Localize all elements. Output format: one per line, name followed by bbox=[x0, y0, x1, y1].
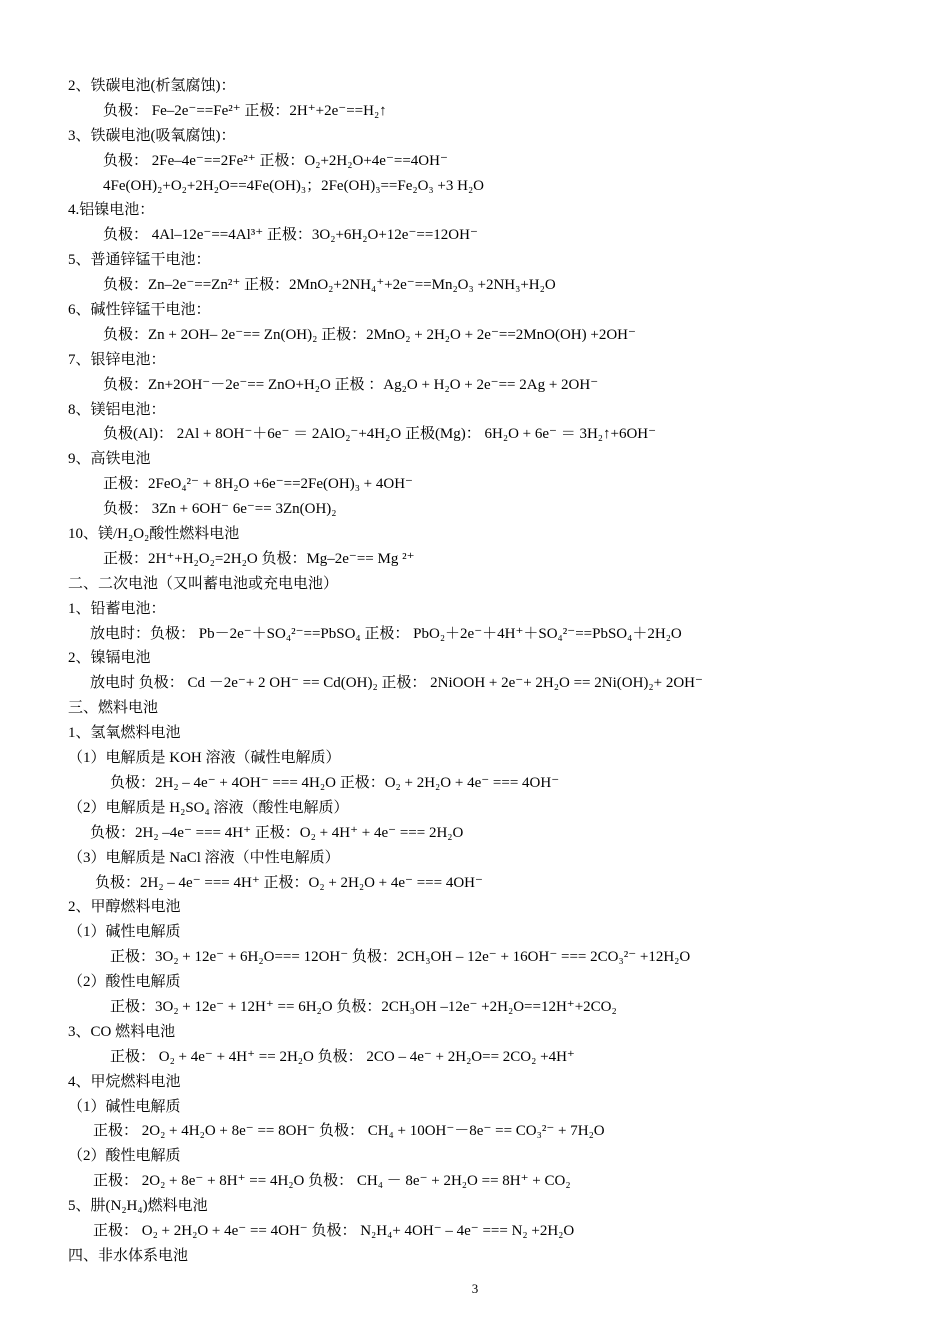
text-line: 2、甲醇燃料电池 bbox=[68, 899, 181, 916]
text-line: （1）电解质是 KOH 溶液（碱性电解质） bbox=[68, 750, 341, 767]
text-line: 三、燃料电池 bbox=[68, 700, 159, 717]
text-line: 正极：3O₂ + 12e⁻ + 6H₂O=== 12OH⁻ 负极：2CH₃OH – 12e⁻ + 16OH⁻ === 2CO₃²⁻ +12H₂O bbox=[110, 949, 691, 966]
text-line: 8、镁铝电池： bbox=[68, 401, 166, 418]
text-line: 负极(Al)： 2Al + 8OH⁻＋6e⁻ ＝ 2AlO₂⁻+4H₂O 正极(Mg)： 6H₂O + 6e⁻ ＝ 3H₂↑+6OH⁻ bbox=[103, 426, 657, 443]
text-line: 正极： 2O₂ + 4H₂O + 8e⁻ == 8OH⁻ 负极： CH₄ + 10OH⁻－8e⁻ == CO₃²⁻ + 7H₂O bbox=[93, 1123, 605, 1140]
text-line: （2）酸性电解质 bbox=[68, 974, 181, 991]
text-line: 负极：Zn+2OH⁻－2e⁻== ZnO+H₂O 正极 ：Ag₂O + H₂O + 2e⁻== 2Ag + 2OH⁻ bbox=[103, 376, 599, 393]
text-line: 10、镁/H₂O₂酸性燃料电池 bbox=[68, 526, 240, 543]
text-line: 4、甲烷燃料电池 bbox=[68, 1073, 181, 1090]
text-line: 正极：2H⁺+H₂O₂=2H₂O 负极：Mg–2e⁻== Mg ²⁺ bbox=[103, 550, 415, 567]
text-line: 放电时 负极： Cd －2e⁻+ 2 OH⁻ == Cd(OH)₂ 正极： 2NiOOH + 2e⁻+ 2H₂O == 2Ni(OH)₂+ 2OH⁻ bbox=[90, 675, 703, 692]
text-line: 正极： 2O₂ + 8e⁻ + 8H⁺ == 4H₂O 负极： CH₄ － 8e⁻ + 2H₂O == 8H⁺ + CO₂ bbox=[93, 1173, 571, 1190]
text-line: （3）电解质是 NaCl 溶液（中性电解质） bbox=[68, 849, 340, 866]
text-line: 负极：Zn–2e⁻==Zn²⁺ 正极：2MnO₂+2NH₄⁺+2e⁻==Mn₂O₃ +2NH₃+H₂O bbox=[103, 277, 556, 294]
text-line: （2）电解质是 H₂SO₄ 溶液（酸性电解质） bbox=[68, 799, 349, 816]
text-line: 3、铁碳电池(吸氧腐蚀)： bbox=[68, 127, 236, 144]
text-line: 5、肼(N₂H₄)燃料电池 bbox=[68, 1198, 208, 1215]
text-line: 负极： 2Fe–4e⁻==2Fe²⁺ 正极：O₂+2H₂O+4e⁻==4OH⁻ bbox=[103, 152, 448, 169]
text-line: 5、普通锌锰干电池： bbox=[68, 252, 211, 269]
text-line: 9、高铁电池 bbox=[68, 451, 151, 468]
text-line: 负极： 3Zn + 6OH⁻ 6e⁻== 3Zn(OH)₂ bbox=[103, 501, 337, 518]
text-line: 负极： 4Al–12e⁻==4Al³⁺ 正极：3O₂+6H₂O+12e⁻==12OH⁻ bbox=[103, 227, 478, 244]
text-line: 负极：2H₂ – 4e⁻ === 4H⁺ 正极：O₂ + 2H₂O + 4e⁻ === 4OH⁻ bbox=[95, 874, 483, 891]
text-line: 负极：2H₂ –4e⁻ === 4H⁺ 正极：O₂ + 4H⁺ + 4e⁻ === 2H₂O bbox=[90, 824, 464, 841]
text-line: 正极：2FeO₄²⁻ + 8H₂O +6e⁻==2Fe(OH)₃ + 4OH⁻ bbox=[103, 476, 413, 493]
page-number: 3 bbox=[471, 1281, 479, 1296]
text-line: 负极： Fe–2e⁻==Fe²⁺ 正极：2H⁺+2e⁻==H₂↑ bbox=[103, 102, 387, 119]
text-line: 4.铝镍电池： bbox=[68, 202, 155, 219]
text-line: 1、氢氧燃料电池 bbox=[68, 725, 181, 742]
text-line: 2、镍镉电池 bbox=[68, 650, 151, 667]
text-line: 6、碱性锌锰干电池： bbox=[68, 302, 211, 319]
text-line: （1）碱性电解质 bbox=[68, 1098, 181, 1115]
text-line: 放电时：负极： Pb－2e⁻＋SO₄²⁻==PbSO₄ 正极： PbO₂＋2e⁻＋4H⁺＋SO₄²⁻==PbSO₄＋2H₂O bbox=[90, 625, 682, 642]
text-line: 3、CO 燃料电池 bbox=[68, 1023, 176, 1040]
text-line: 二、二次电池（又叫蓄电池或充电电池） bbox=[68, 575, 339, 592]
text-line: 负极：Zn + 2OH– 2e⁻== Zn(OH)₂ 正极：2MnO₂ + 2H₂O + 2e⁻==2MnO(OH) +2OH⁻ bbox=[103, 326, 636, 343]
text-line: 正极：3O₂ + 12e⁻ + 12H⁺ == 6H₂O 负极：2CH₃OH –12e⁻ +2H₂O==12H⁺+2CO₂ bbox=[110, 998, 617, 1015]
document-body bbox=[0, 74, 950, 1269]
text-line: 四、非水体系电池 bbox=[68, 1247, 189, 1264]
text-line: 4Fe(OH)₂+O₂+2H₂O==4Fe(OH)₃；2Fe(OH)₃==Fe₂O₃ +3 H₂O bbox=[103, 177, 485, 194]
text-line: （2）酸性电解质 bbox=[68, 1148, 181, 1165]
text-line: 正极： O₂ + 4e⁻ + 4H⁺ == 2H₂O 负极： 2CO – 4e⁻ + 2H₂O== 2CO₂ +4H⁺ bbox=[110, 1048, 575, 1065]
text-line: 1、铅蓄电池： bbox=[68, 600, 166, 617]
text-line: 正极： O₂ + 2H₂O + 4e⁻ == 4OH⁻ 负极： N₂H₄+ 4OH⁻ – 4e⁻ === N₂ +2H₂O bbox=[93, 1222, 575, 1239]
text-line: 7、银锌电池： bbox=[68, 351, 166, 368]
text-line: （1）碱性电解质 bbox=[68, 924, 181, 941]
text-line: 2、铁碳电池(析氢腐蚀)： bbox=[68, 78, 236, 94]
text-line: 负极：2H₂ – 4e⁻ + 4OH⁻ === 4H₂O 正极：O₂ + 2H₂O + 4e⁻ === 4OH⁻ bbox=[110, 774, 560, 791]
